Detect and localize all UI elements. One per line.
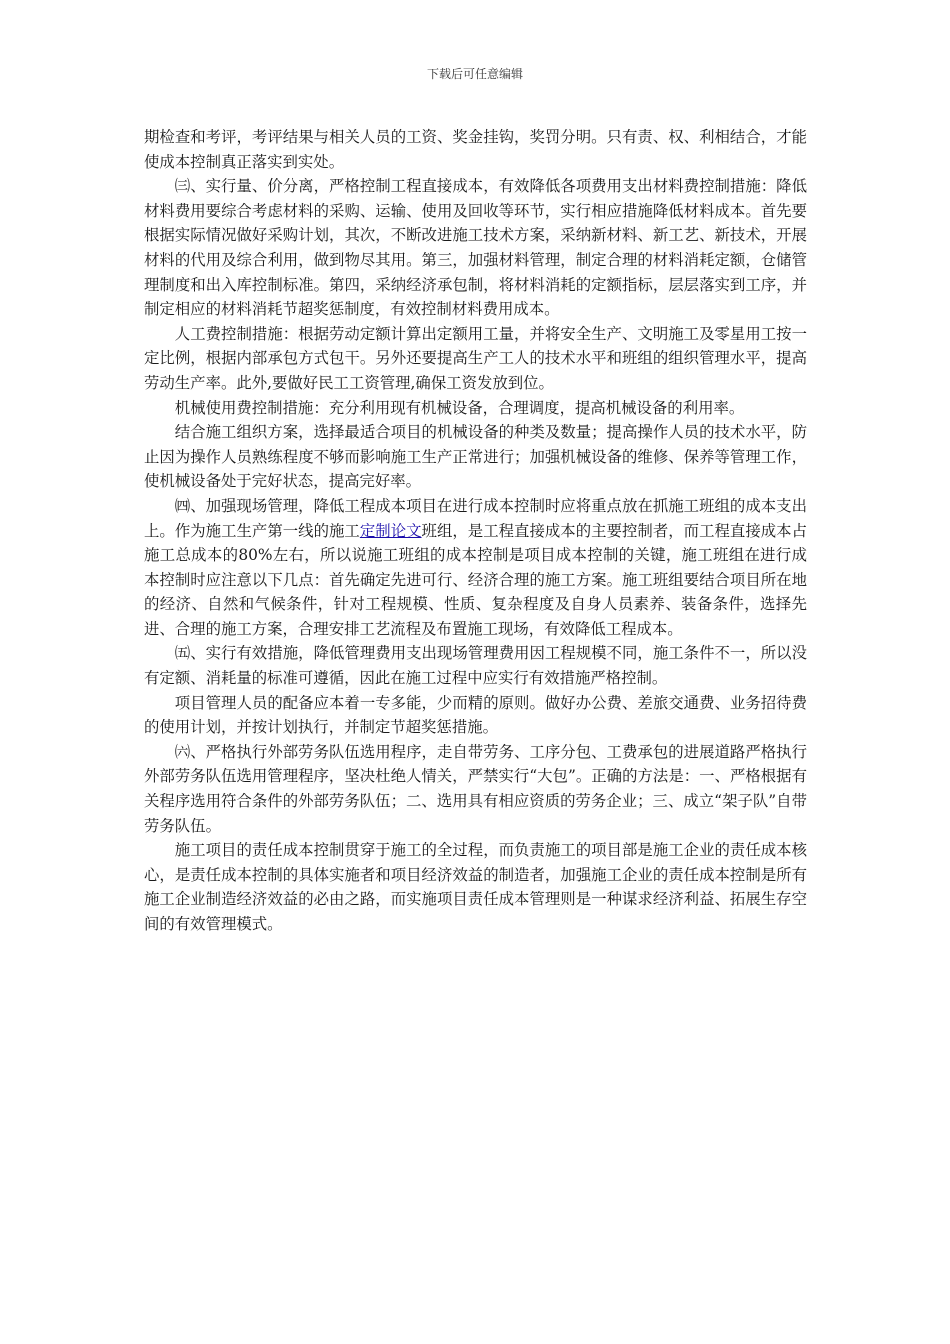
paragraph-4: 机械使用费控制措施：充分利用现有机械设备，合理调度，提高机械设备的利用率。 [174, 398, 745, 417]
paragraph-8: 项目管理人员的配备应本着一专多能，少而精的原则。做好办公费、差旅交通费、业务招待费的使用计划，并按计划执行，并制定节超奖惩措施。 [144, 693, 807, 737]
paragraph-6-text-after: 班组，是工程直接成本的主要控制者，而工程直接成本占施工总成本的80%左右，所以说施工班组的成本控制是项目成本控制的关键，施工班组在进行成本控制时应注意以下几点：首先确定先进可行、经济合理的施工方案。施工班组要结合项目所在地的经济、自然和气候条件，针对工程规模、性质、复杂程度及自身人员素养、装备条件，选择先进、合理的施工方案，合理安排工艺流程及布置施工现场，有效降低工程成本。 [144, 521, 807, 638]
paragraph-2: ㈢、实行量、价分离，严格控制工程直接成本，有效降低各项费用支出材料费控制措施：降低材料费用要综合考虑材料的采购、运输、使用及回收等环节，实行相应措施降低材料成本。首先要根据实际情况做好采购计划，其次，不断改进施工技术方案，采纳新材料、新工艺、新技术，开展材料的代用及综合利用，做到物尽其用。第三，加强材料管理，制定合理的材料消耗定额，仓储管理制度和出入库控制标准。第四，采纳经济承包制，将材料消耗的定额指标，层层落实到工序，并制定相应的材料消耗节超奖惩制度，有效控制材料费用成本。 [144, 177, 807, 319]
paragraph-6-text-before: ㈣、加强现场管理，降低工程成本项目在进行成本控制时应将重点放在抓施工班组的成本支出上。作为施工生产第一线的施工 [144, 496, 807, 540]
page-header: 下载后可任意编辑 [426, 67, 523, 81]
paragraph-9: ㈥、严格执行外部劳务队伍选用程序，走自带劳务、工序分包、工费承包的进展道路严格执行外部劳务队伍选用管理程序，坚决杜绝人情关，严禁实行“大包”。正确的方法是：一、严格根据有关程序选用符合条件的外部劳务队伍；二、选用具有相应资质的劳务企业；三、成立“架子队”自带劳务队伍。 [144, 742, 807, 835]
paragraph-5: 结合施工组织方案，选择最适合项目的机械设备的种类及数量；提高操作人员的技术水平，防止因为操作人员熟练程度不够而影响施工生产正常进行；加强机械设备的维修、保养等管理工作，使机械设备处于完好状态，提高完好率。 [144, 423, 807, 491]
document-body [144, 125, 807, 937]
paragraph-6 [144, 494, 807, 642]
paragraph-1: 期检查和考评，考评结果与相关人员的工资、奖金挂钩，奖罚分明。只有责、权、利相结合，才能使成本控制真正落实到实处。 [144, 128, 807, 171]
custom-paper-link[interactable]: 定制论文 [359, 521, 422, 540]
paragraph-3: 人工费控制措施：根据劳动定额计算出定额用工量，并将安全生产、文明施工及零星用工按一定比例，根据内部承包方式包干。另外还要提高生产工人的技术水平和班组的组织管理水平，提高劳动生产率。此外,要做好民工工资管理,确保工资发放到位。 [144, 324, 807, 392]
paragraph-7: ㈤、实行有效措施，降低管理费用支出现场管理费用因工程规模不同，施工条件不一，所以没有定额、消耗量的标准可遵循，因此在施工过程中应实行有效措施严格控制。 [144, 644, 807, 688]
paragraph-10: 施工项目的责任成本控制贯穿于施工的全过程，而负责施工的项目部是施工企业的责任成本核心，是责任成本控制的具体实施者和项目经济效益的制造者，加强施工企业的责任成本控制是所有施工企业制造经济效益的必由之路，而实施项目责任成本管理则是一种谋求经济利益、拓展生存空间的有效管理模式。 [144, 841, 807, 933]
